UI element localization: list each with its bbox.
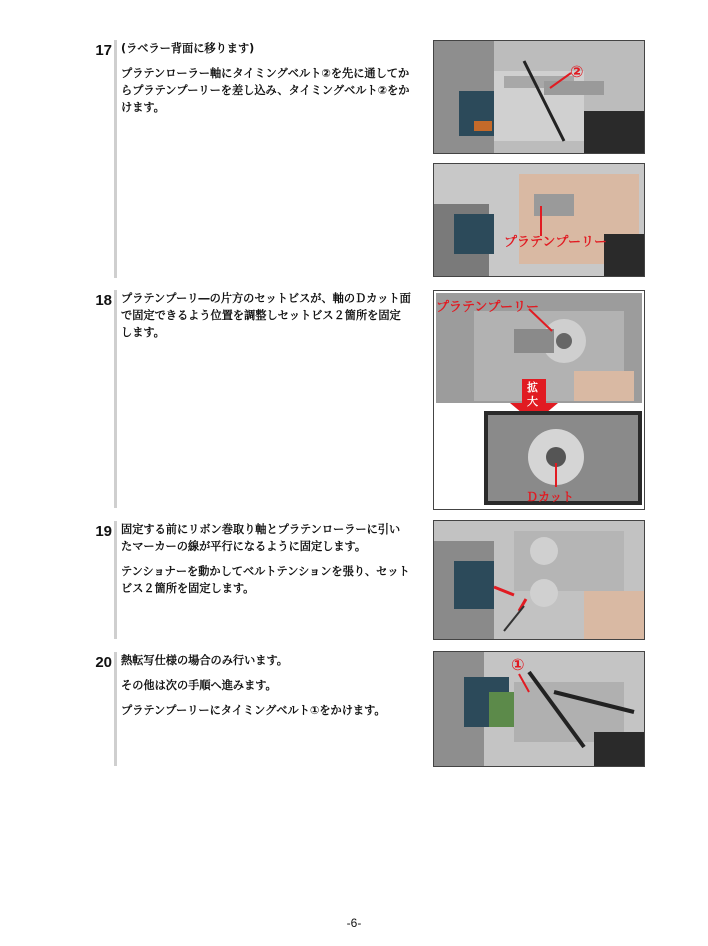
step-number: 20 [95,654,112,671]
step-paragraph: プラテンプーリーにタイミングベルト①をかけます。 [121,704,386,717]
photo-callout: ② [570,62,584,81]
step-number: 18 [95,292,112,309]
step-paragraph: その他は次の手順へ進みます。 [121,679,277,692]
step-text [121,40,411,124]
page-number: -6- [346,916,362,930]
step-divider [114,521,117,639]
step-divider [114,40,117,278]
step-text [121,652,411,727]
step-divider [114,652,117,766]
step-text [121,521,411,605]
zoom-label: 拡 [527,381,538,394]
photo-callout: Ｄカット [526,490,574,504]
step-paragraph: プラテンプーリ―の片方のセットビスが、軸のＤカット面で固定できるよう位置を調整しセットビス２箇所を固定します。 [121,292,411,339]
step-text [121,290,411,349]
step-17-photo-1 [433,40,645,154]
photo-callout: プラテンプーリー [436,300,539,315]
step-number: 17 [95,42,112,59]
step-20-photo [433,651,645,767]
zoom-label: 大 [527,395,538,408]
step-17-photo-2 [433,163,645,277]
photo-callout: ① [511,655,525,674]
step-divider [114,290,117,508]
step-18-photo [433,290,645,510]
step-paragraph: プラテンローラー軸にタイミングベルト②を先に通してからプラテンプーリーを差し込み、タイミングベルト②をかけます。 [121,67,410,114]
photo-callout: プラテンプーリー [504,235,607,250]
step-paragraph: 固定する前にリボン巻取り軸とプラテンローラーに引いたマーカーの線が平行になるように固定します。 [121,523,401,553]
step-paragraph: テンショナーを動かしてベルトテンションを張り、セットビス２箇所を固定します。 [121,565,410,595]
step-paragraph: (ラベラー背面に移ります) [121,42,255,55]
step-number: 19 [95,523,112,540]
step-19-photo [433,520,645,640]
step-paragraph: 熱転写仕様の場合のみ行います。 [121,654,288,667]
